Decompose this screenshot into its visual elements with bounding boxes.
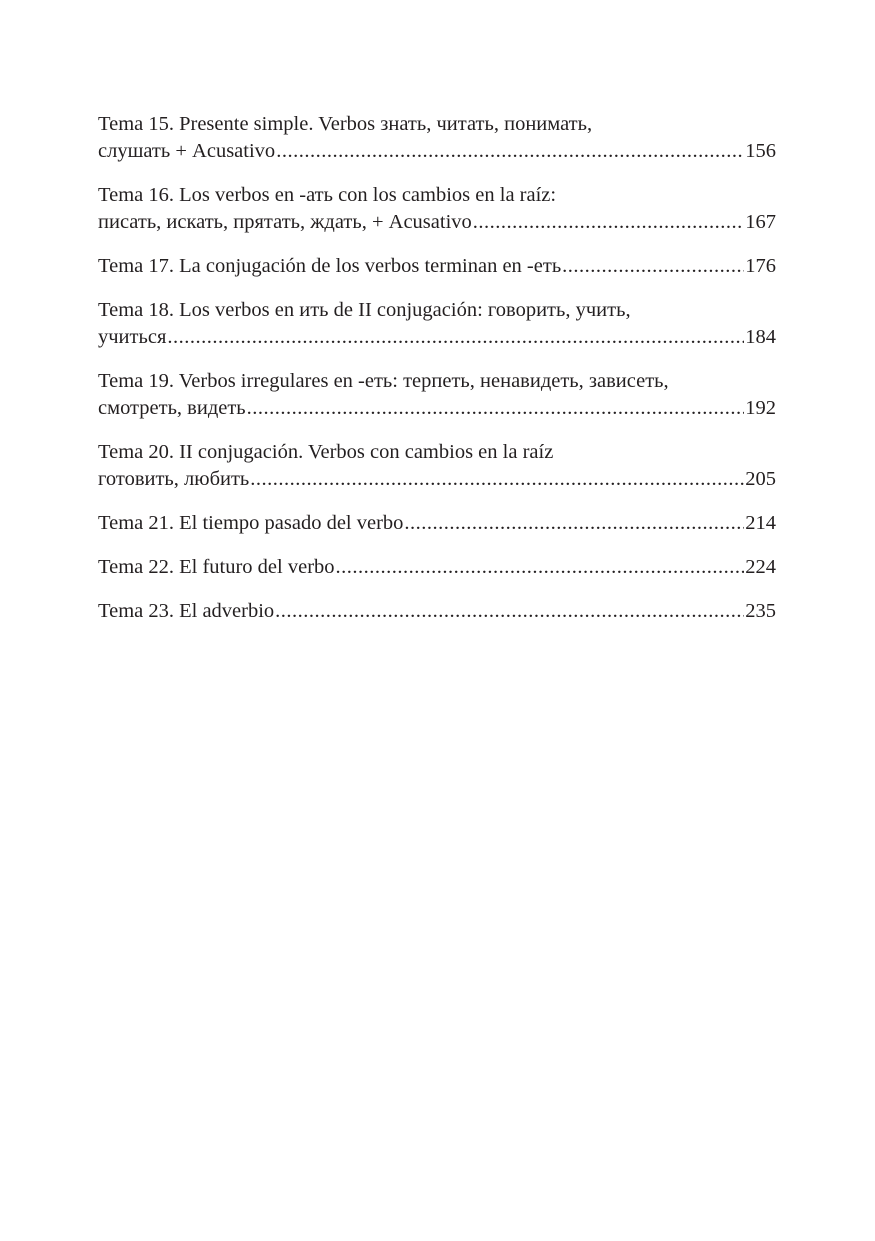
toc-entry-tema-18[interactable]	[98, 297, 776, 351]
toc-entry-title: Tema 22. El futuro del verbo	[98, 556, 335, 578]
toc-entry-title-continued: готовить, любить	[98, 468, 250, 490]
dot-leader	[473, 209, 744, 236]
toc-entry-title: Tema 19. Verbos irregulares en -еть: терпеть, ненавидеть, зависеть,	[98, 370, 669, 392]
toc-entry-tema-20[interactable]	[98, 439, 776, 493]
toc-entry-tema-17[interactable]	[98, 253, 776, 280]
toc-page-number: 167	[745, 211, 776, 233]
toc-page-number: 214	[745, 512, 776, 534]
toc-entry-tema-21[interactable]	[98, 510, 776, 537]
toc-entry-tema-19[interactable]	[98, 368, 776, 422]
toc-page-number: 192	[745, 397, 776, 419]
toc-entry-title-continued: смотреть, видеть	[98, 397, 246, 419]
toc-entry-title-continued: писать, искать, прятать, ждать, + Acusativo	[98, 211, 472, 233]
dot-leader	[275, 598, 744, 625]
toc-entry-title: Tema 16. Los verbos en -ать con los cambios en la raíz:	[98, 184, 557, 206]
dot-leader	[247, 395, 745, 422]
toc-entry-title: Tema 15. Presente simple. Verbos знать, читать, понимать,	[98, 113, 593, 135]
toc-entry-title-continued: слушать + Acusativo	[98, 140, 276, 162]
toc-entry-title: Tema 20. II conjugación. Verbos con cambios en la raíz	[98, 441, 554, 463]
toc-page-number: 184	[745, 326, 776, 348]
toc-entry-title: Tema 17. La conjugación de los verbos terminan en -еть	[98, 255, 562, 277]
toc-entry-tema-22[interactable]	[98, 554, 776, 581]
dot-leader	[404, 510, 744, 537]
dot-leader	[276, 138, 744, 165]
toc-entry-title: Tema 18. Los verbos en ить de II conjugación: говорить, учить,	[98, 299, 631, 321]
toc-page-number: 156	[745, 140, 776, 162]
dot-leader	[250, 466, 744, 493]
toc-entry-tema-16[interactable]	[98, 182, 776, 236]
toc-entry-tema-23[interactable]	[98, 598, 776, 625]
toc-entry-title-continued: учиться	[98, 326, 167, 348]
dot-leader	[336, 554, 745, 581]
toc-page-number: 235	[745, 600, 776, 622]
toc-page-number: 176	[745, 255, 776, 277]
dot-leader	[167, 324, 744, 351]
toc-page-number: 205	[745, 468, 776, 490]
dot-leader	[562, 253, 744, 280]
toc-entry-title: Tema 23. El adverbio	[98, 600, 275, 622]
toc-page-number: 224	[745, 556, 776, 578]
toc-entry-title: Tema 21. El tiempo pasado del verbo	[98, 512, 404, 534]
toc-entry-tema-15[interactable]	[98, 111, 776, 165]
table-of-contents	[98, 111, 776, 642]
